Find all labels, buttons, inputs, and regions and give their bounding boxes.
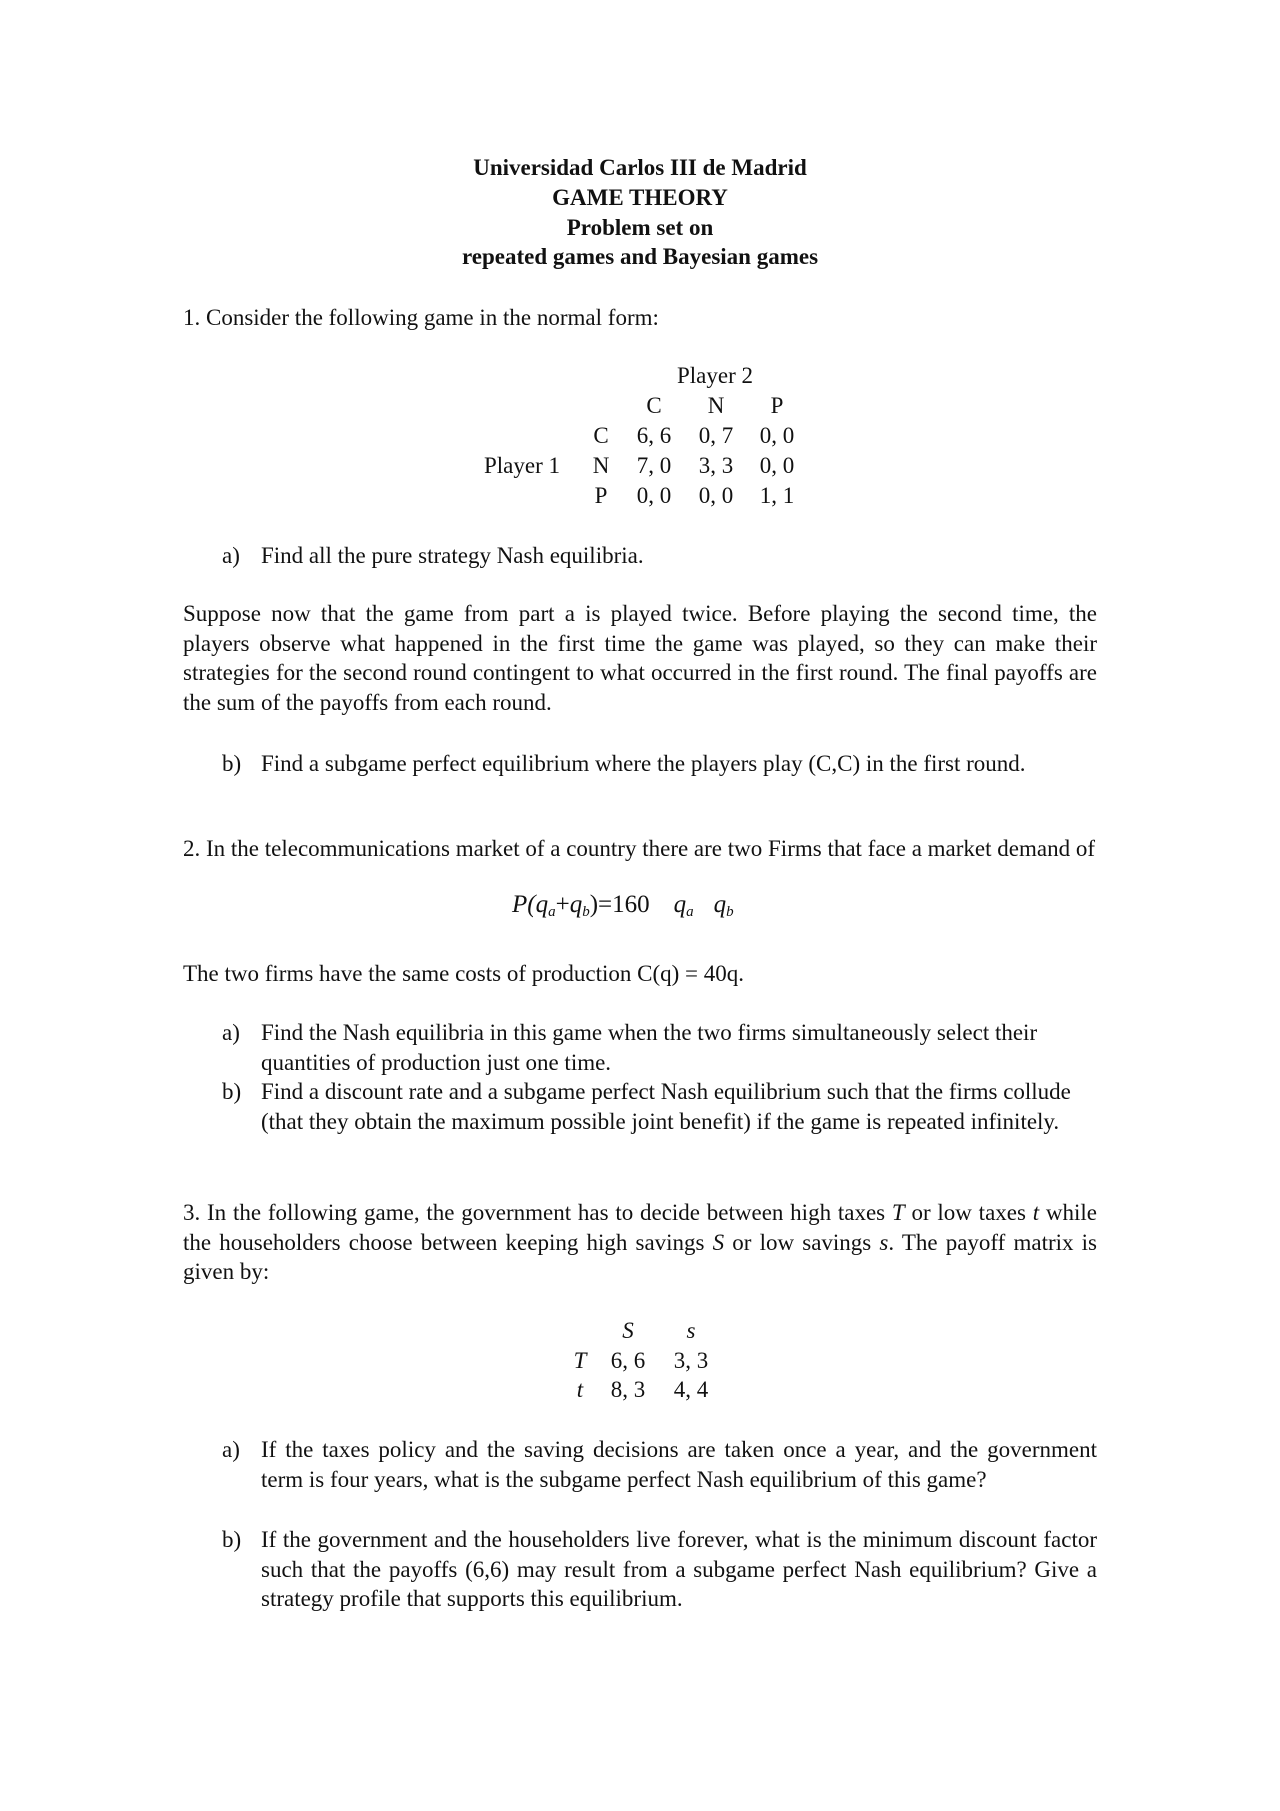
q1-intro: 1. Consider the following game in the normal form: [183, 305, 659, 330]
payoff-cell: 3, 3 [673, 1348, 709, 1373]
payoff-cell: 3, 3 [698, 453, 734, 478]
course-title: GAME THEORY [552, 185, 728, 210]
payoff-cell: 7, 0 [636, 453, 672, 478]
payoff-cell: 0, 0 [636, 483, 672, 508]
subtitle-topic: repeated games and Bayesian games [461, 244, 819, 269]
q1-paragraph: Suppose now that the game from part a is played twice. Before playing the second time, the players observe what happened in the first time the game was played, so they can make their strategies for the second round contingent to what occurred in the first round. The final payoffs are the sum of the payoffs from each round. [183, 601, 1097, 715]
row-header: C [593, 423, 609, 448]
col-header: s [686, 1318, 696, 1343]
item-text: If the taxes policy and the saving decisions are taken once a year, and the government term is four years, what is the subgame perfect Nash equilibrium of this game? [261, 1437, 1097, 1492]
q1-part-b [222, 749, 1097, 779]
q3-part-b [222, 1525, 1097, 1614]
item-text: Find the Nash equilibria in this game when the two firms simultaneously select their quantities of production just one time. [261, 1020, 1038, 1075]
col-header: N [707, 393, 725, 418]
q3-intro: 3. In the following game, the government has to decide between high taxes T or low taxes t while the householders choose between keeping high savings S or low savings s. The payoff matrix is given by: [183, 1200, 1097, 1285]
payoff-cell: 6, 6 [636, 423, 672, 448]
item-label: b) [222, 1527, 242, 1552]
payoff-cell: 0, 7 [698, 423, 734, 448]
row-player-label: Player 1 [484, 453, 561, 478]
row-header: P [594, 483, 608, 508]
subtitle-line: Problem set on [566, 215, 714, 240]
item-label: b) [222, 751, 242, 776]
item-text: Find all the pure strategy Nash equilibria. [261, 543, 644, 568]
demand-formula: $P(q_a+q_b)=160$ $q_a$ $q_b$ [512, 891, 734, 920]
payoff-cell: 0, 0 [759, 423, 795, 448]
col-header: C [646, 393, 662, 418]
payoff-cell: 6, 6 [610, 1348, 646, 1373]
row-header: T [573, 1348, 587, 1373]
payoff-cell: 8, 3 [610, 1377, 646, 1402]
item-label: a) [222, 543, 240, 568]
payoff-cell: 0, 0 [759, 453, 795, 478]
q2-part-a [222, 1018, 1097, 1077]
item-label: b) [222, 1079, 242, 1104]
item-text: Find a subgame perfect equilibrium where the players play (C,C) in the first round. [261, 751, 1026, 776]
q2-intro: 2. In the telecommunications market of a country there are two Firms that face a market demand of [183, 836, 1095, 861]
q2-part-b [222, 1077, 1097, 1136]
payoff-cell: 4, 4 [673, 1377, 709, 1402]
university-title: Universidad Carlos III de Madrid [473, 155, 807, 180]
q3-part-a [222, 1435, 1097, 1494]
item-label: a) [222, 1437, 240, 1462]
row-header: N [592, 453, 610, 478]
q1-part-a [222, 541, 1097, 571]
q2-costs: The two firms have the same costs of production C(q) = 40q. [183, 961, 745, 986]
item-text: If the government and the householders live forever, what is the minimum discount factor such that the payoffs (6,6) may result from a subgame perfect Nash equilibrium? Give a strategy profile that supports this equilibrium. [261, 1527, 1097, 1612]
item-text: Find a discount rate and a subgame perfect Nash equilibrium such that the firms collude (that they obtain the maximum possible joint benefit) if the game is repeated infinitely. [261, 1079, 1071, 1134]
col-header: S [622, 1318, 634, 1343]
item-label: a) [222, 1020, 240, 1045]
payoff-cell: 1, 1 [759, 483, 795, 508]
payoff-cell: 0, 0 [698, 483, 734, 508]
col-header: P [770, 393, 784, 418]
row-header: t [576, 1377, 584, 1402]
col-player-label: Player 2 [676, 363, 753, 388]
